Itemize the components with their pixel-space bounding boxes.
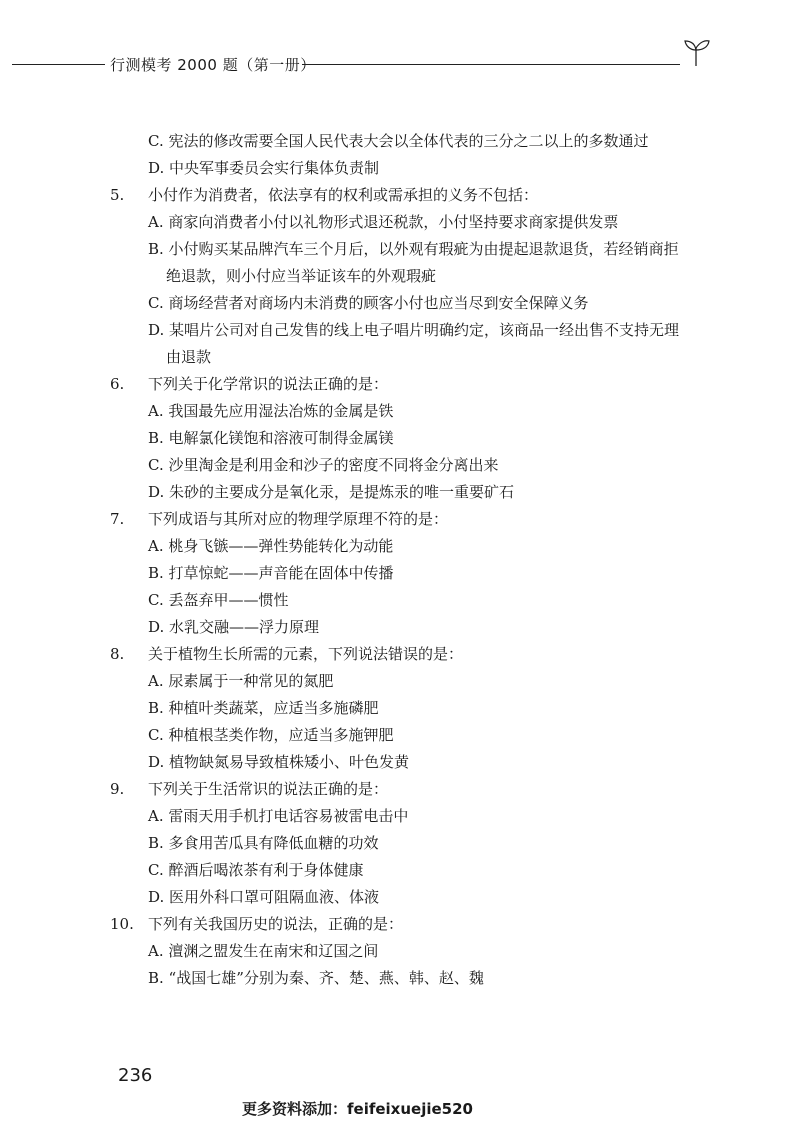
- header-title: 行测模考 2000 题（第一册）: [110, 56, 316, 74]
- sprout-icon: [682, 38, 710, 68]
- answer-option: B. “战国七雄”分别为秦、齐、楚、燕、韩、赵、魏: [148, 969, 484, 987]
- question-stem: [110, 641, 730, 668]
- answer-option: C. 沙里淘金是利用金和沙子的密度不同将金分离出来: [148, 456, 499, 474]
- answer-option: A. 尿素属于一种常见的氮肥: [148, 672, 334, 690]
- question-text: 关于植物生长所需的元素，下列说法错误的是：: [148, 645, 464, 663]
- question-number: 5.: [110, 186, 125, 204]
- question-stem: [110, 371, 730, 398]
- answer-option: A. 商家向消费者小付以礼物形式退还税款，小付坚持要求商家提供发票: [148, 213, 619, 231]
- question-number: 8.: [110, 645, 125, 663]
- answer-option: B. 种植叶类蔬菜，应适当多施磷肥: [148, 699, 379, 717]
- answer-option: D. 朱砂的主要成分是氧化汞，是提炼汞的唯一重要矿石: [148, 483, 515, 501]
- answer-option: B. 电解氯化镁饱和溶液可制得金属镁: [148, 429, 394, 447]
- option-continuation-text: 由退款: [166, 348, 212, 366]
- answer-option: D. 植物缺氮易导致植株矮小、叶色发黄: [148, 753, 410, 771]
- question-number: 7.: [110, 510, 125, 528]
- question-text: 下列成语与其所对应的物理学原理不符的是：: [148, 510, 449, 528]
- answer-option: B. 多食用苦瓜具有降低血糖的功效: [148, 834, 379, 852]
- answer-option: B. 小付购买某品牌汽车三个月后，以外观有瑕疵为由提起退款退货，若经销商拒: [148, 240, 679, 258]
- question-stem: [110, 182, 730, 209]
- page-number: 236: [118, 1065, 153, 1086]
- question-text: 下列关于生活常识的说法正确的是：: [148, 780, 389, 798]
- answer-option: D. 中央军事委员会实行集体负责制: [148, 159, 380, 177]
- option-continuation-text: 绝退款，则小付应当举证该车的外观瑕疵: [166, 267, 437, 285]
- answer-option: A. 澶渊之盟发生在南宋和辽国之间: [148, 942, 379, 960]
- answer-option: C. 醉酒后喝浓茶有利于身体健康: [148, 861, 364, 879]
- answer-option: D. 水乳交融——浮力原理: [148, 618, 320, 636]
- header-rule-right: [302, 64, 680, 65]
- answer-option: C. 商场经营者对商场内未消费的顾客小付也应当尽到安全保障义务: [148, 294, 589, 312]
- answer-option-continuation: [110, 344, 730, 371]
- answer-option: A. 雷雨天用手机打电话容易被雷电击中: [148, 807, 409, 825]
- answer-option: D. 医用外科口罩可阻隔血液、体液: [148, 888, 380, 906]
- answer-option: B. 打草惊蛇——声音能在固体中传播: [148, 564, 394, 582]
- question-text: 下列关于化学常识的说法正确的是：: [148, 375, 389, 393]
- question-stem: [110, 911, 730, 938]
- question-stem: [110, 776, 730, 803]
- answer-option: C. 种植根茎类作物，应适当多施钾肥: [148, 726, 394, 744]
- question-number: 10.: [110, 915, 134, 933]
- question-number: 6.: [110, 375, 125, 393]
- question-stem: [110, 506, 730, 533]
- answer-option-continuation: [110, 263, 730, 290]
- question-list: [110, 128, 730, 992]
- question-number: 9.: [110, 780, 125, 798]
- question-text: 下列有关我国历史的说法，正确的是：: [148, 915, 404, 933]
- answer-option: A. 我国最先应用湿法冶炼的金属是铁: [148, 402, 394, 420]
- running-header: [0, 52, 800, 76]
- header-rule-left: [12, 64, 105, 65]
- answer-option: A. 桃身飞镞——弹性势能转化为动能: [148, 537, 394, 555]
- question-text: 小付作为消费者，依法享有的权利或需承担的义务不包括：: [148, 186, 539, 204]
- footer-note: 更多资料添加：feifeixuejie520: [242, 1100, 473, 1118]
- answer-option: D. 某唱片公司对自己发售的线上电子唱片明确约定，该商品一经出售不支持无理: [148, 321, 680, 339]
- answer-option: C. 宪法的修改需要全国人民代表大会以全体代表的三分之二以上的多数通过: [148, 132, 649, 150]
- answer-option: C. 丢盔弃甲——惯性: [148, 591, 289, 609]
